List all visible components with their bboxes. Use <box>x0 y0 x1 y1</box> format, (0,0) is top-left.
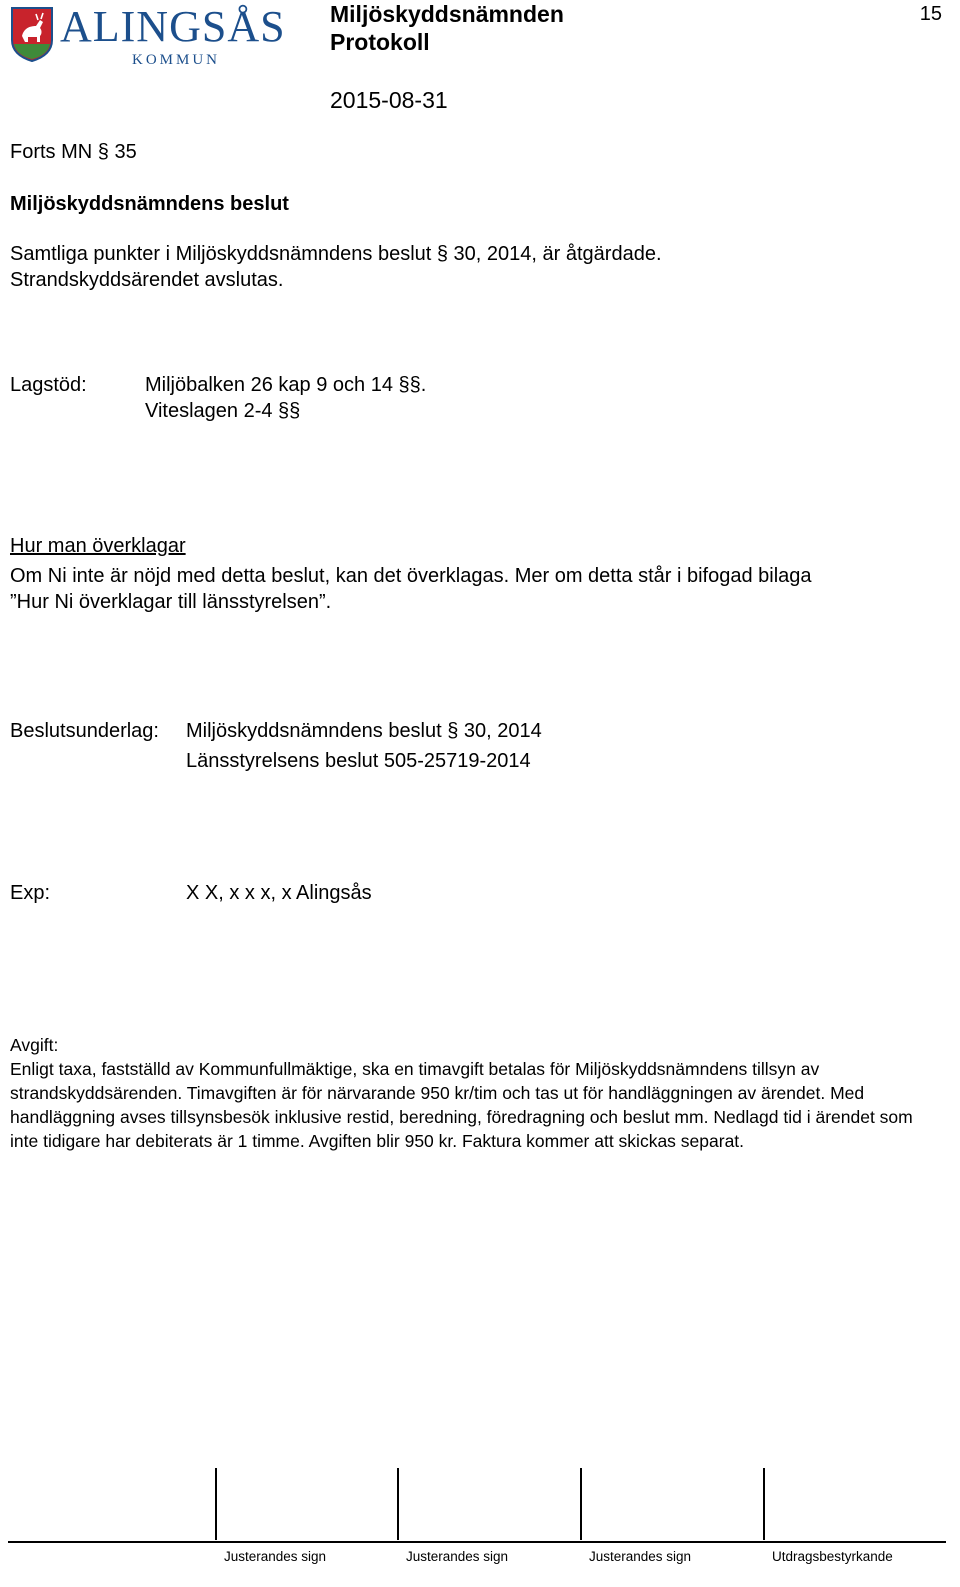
signature-label: Justerandes sign <box>589 1549 692 1564</box>
document-date: 2015-08-31 <box>330 87 448 113</box>
basis-line: Länsstyrelsens beslut 505-25719-2014 <box>186 750 531 772</box>
logo-subtitle: KOMMUN <box>132 52 221 68</box>
signature-label: Justerandes sign <box>224 1549 327 1564</box>
fee-paragraph: Enligt taxa, fastställd av Kommunfullmäktige, ska en timavgift betalas för Miljöskyddsnämndens tillsyn av strandskyddsärenden. Timavgiften är för närvarande 950 kr/tim och tas ut för handläggningen av ärendet. Med handläggning avses tillsynsbesök inklusive restid, beredning, föredragning och beslut mm. Nedlagd tid i ärendet som inte tidigare har debiterats är 1 timme. Avgiften blir 950 kr. Faktura kommer att skickas separat. <box>10 1059 913 1151</box>
appeal-line: ”Hur Ni överklagar till länsstyrelsen”. <box>10 591 332 613</box>
signature-divider <box>763 1468 765 1540</box>
basis-line: Miljöskyddsnämndens beslut § 30, 2014 <box>186 720 542 742</box>
organization-name: Miljöskyddsnämnden <box>330 1 564 27</box>
signature-divider <box>397 1468 399 1540</box>
decision-heading: Miljöskyddsnämndens beslut <box>10 193 289 215</box>
signature-baseline <box>8 1541 946 1543</box>
forts-reference: Forts MN § 35 <box>10 141 137 163</box>
coat-of-arms-icon <box>10 6 54 62</box>
legal-basis-label: Lagstöd: <box>10 374 87 396</box>
document-type: Protokoll <box>330 29 430 55</box>
page-number: 15 <box>919 3 942 25</box>
legal-basis-line: Miljöbalken 26 kap 9 och 14 §§. <box>145 374 427 396</box>
legal-basis-line: Viteslagen 2-4 §§ <box>145 400 301 422</box>
signature-divider <box>580 1468 582 1540</box>
logo-wordmark: ALINGSÅS <box>60 2 286 51</box>
signature-label: Utdragsbestyrkande <box>772 1549 893 1564</box>
dispatch-label: Exp: <box>10 882 51 904</box>
appeal-heading: Hur man överklagar <box>10 535 186 557</box>
appeal-line: Om Ni inte är nöjd med detta beslut, kan det överklagas. Mer om detta står i bifogad bilaga <box>10 565 812 587</box>
signature-divider <box>215 1468 217 1540</box>
dispatch-recipient: X X, x x x, x Alingsås <box>186 882 372 904</box>
signature-label: Justerandes sign <box>406 1549 509 1564</box>
municipality-logo <box>10 2 300 68</box>
decision-line: Samtliga punkter i Miljöskyddsnämndens beslut § 30, 2014, är åtgärdade. <box>10 243 662 265</box>
fee-label: Avgift: <box>10 1035 59 1055</box>
decision-line: Strandskyddsärendet avslutas. <box>10 269 284 291</box>
basis-label: Beslutsunderlag: <box>10 720 159 742</box>
